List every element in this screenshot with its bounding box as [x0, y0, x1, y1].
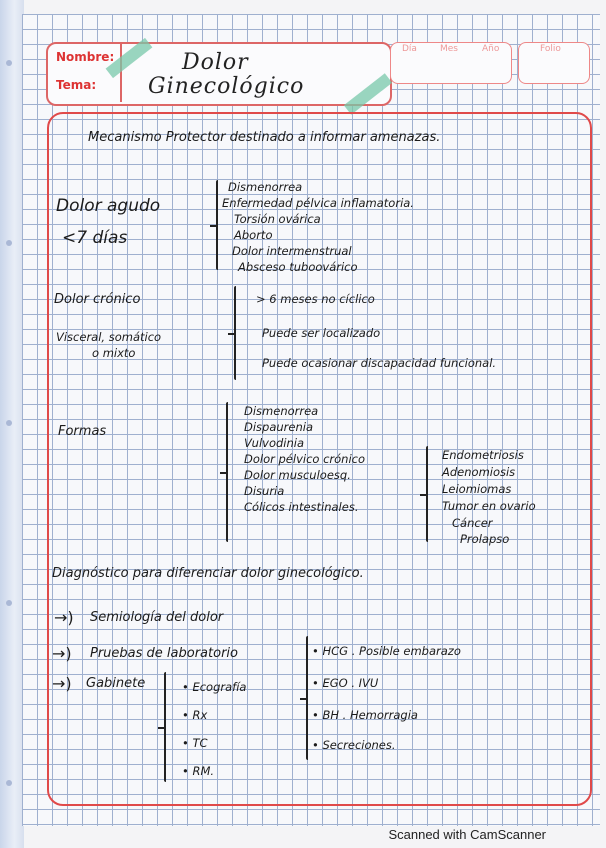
lab-sub-item: • HCG . Posible embarazo: [312, 644, 461, 658]
spine-dot: [6, 60, 12, 66]
formas-item: Cólicos intestinales.: [244, 500, 359, 514]
cause-item: Leiomiomas: [442, 482, 512, 496]
lab-brace: [306, 636, 308, 760]
cronico-item: Puede ser localizado: [262, 326, 381, 340]
cause-item: Adenomiosis: [442, 465, 516, 479]
agudo-item: Aborto: [234, 228, 273, 242]
title-line-1: Dolor: [182, 50, 249, 75]
agudo-duration: <7 días: [62, 228, 128, 248]
year-label: Año: [482, 44, 500, 54]
agudo-item: Enfermedad pélvica inflamatoria.: [222, 196, 414, 210]
laboratorio-item: Pruebas de laboratorio: [90, 646, 238, 661]
agudo-item: Torsión ovárica: [234, 212, 321, 226]
agudo-item: Absceso tuboovárico: [238, 260, 358, 274]
cronico-brace: [234, 286, 236, 380]
arrow-icon: →): [54, 608, 74, 627]
cronico-sublabel: o mixto: [92, 346, 136, 360]
gabinete-sub-item: • RM.: [182, 764, 215, 778]
spine-dot: [6, 420, 12, 426]
formas-item: Vulvodinia: [244, 436, 305, 450]
semiologia-item: Semiología del dolor: [90, 610, 224, 625]
header-divider: [120, 44, 122, 102]
tema-label: Tema:: [56, 78, 97, 92]
nombre-label: Nombre:: [56, 50, 115, 64]
formas-item: Disuria: [244, 484, 285, 498]
diagnostico-title: Diagnóstico para diferenciar dolor ginecológico.: [52, 566, 364, 581]
formas-item: Dispaurenia: [244, 420, 314, 434]
notebook-spine: [0, 0, 24, 848]
gabinete-sub-item: • Ecografía: [182, 680, 247, 694]
cronico-item: > 6 meses no cíclico: [256, 292, 375, 306]
cronico-label: Dolor crónico: [54, 292, 141, 307]
gabinete-brace: [164, 672, 166, 782]
cause-item: Prolapso: [460, 532, 510, 546]
gabinete-sub-item: • TC: [182, 736, 208, 750]
formas-item: Dismenorrea: [244, 404, 319, 418]
lab-sub-text: HCG . Posible embarazo: [322, 644, 461, 658]
causes-brace: [426, 446, 428, 542]
day-label: Día: [402, 44, 417, 54]
formas-item: Dolor musculoesq.: [244, 468, 351, 482]
spine-dot: [6, 780, 12, 786]
arrow-icon: →): [52, 644, 72, 663]
gabinete-sub-text: Ecografía: [192, 680, 247, 694]
cause-item: Tumor en ovario: [442, 499, 536, 513]
month-label: Mes: [440, 44, 458, 54]
lab-sub-text: Secreciones.: [322, 738, 396, 752]
agudo-item: Dismenorrea: [228, 180, 303, 194]
gabinete-sub-text: TC: [192, 736, 208, 750]
cronico-item: Puede ocasionar discapacidad funcional.: [262, 356, 497, 370]
formas-label: Formas: [58, 424, 107, 439]
gabinete-sub-text: RM.: [192, 764, 215, 778]
agudo-label: Dolor agudo: [56, 196, 161, 216]
formas-item: Dolor pélvico crónico: [244, 452, 366, 466]
agudo-item: Dolor intermenstrual: [232, 244, 352, 258]
agudo-brace: [216, 180, 218, 270]
gabinete-sub-item: • Rx: [182, 708, 208, 722]
cause-item: Endometriosis: [442, 448, 524, 462]
spine-dot: [6, 240, 12, 246]
lab-sub-item: • EGO . IVU: [312, 676, 379, 690]
title-line-2: Ginecológico: [148, 74, 305, 99]
lab-sub-text: BH . Hemorragia: [322, 708, 418, 722]
spine-dot: [6, 600, 12, 606]
intro-text: Mecanismo Protector destinado a informar amenazas.: [88, 130, 441, 145]
scanner-watermark: Scanned with CamScanner: [388, 827, 546, 842]
arrow-icon: →): [52, 674, 72, 693]
gabinete-sub-text: Rx: [192, 708, 208, 722]
formas-brace: [226, 402, 228, 542]
gabinete-item: Gabinete: [86, 676, 146, 691]
lab-sub-text: EGO . IVU: [322, 676, 379, 690]
cronico-sublabel: Visceral, somático: [56, 330, 162, 344]
folio-label: Folio: [540, 44, 561, 54]
lab-sub-item: • BH . Hemorragia: [312, 708, 418, 722]
cause-item: Cáncer: [452, 516, 493, 530]
lab-sub-item: • Secreciones.: [312, 738, 396, 752]
